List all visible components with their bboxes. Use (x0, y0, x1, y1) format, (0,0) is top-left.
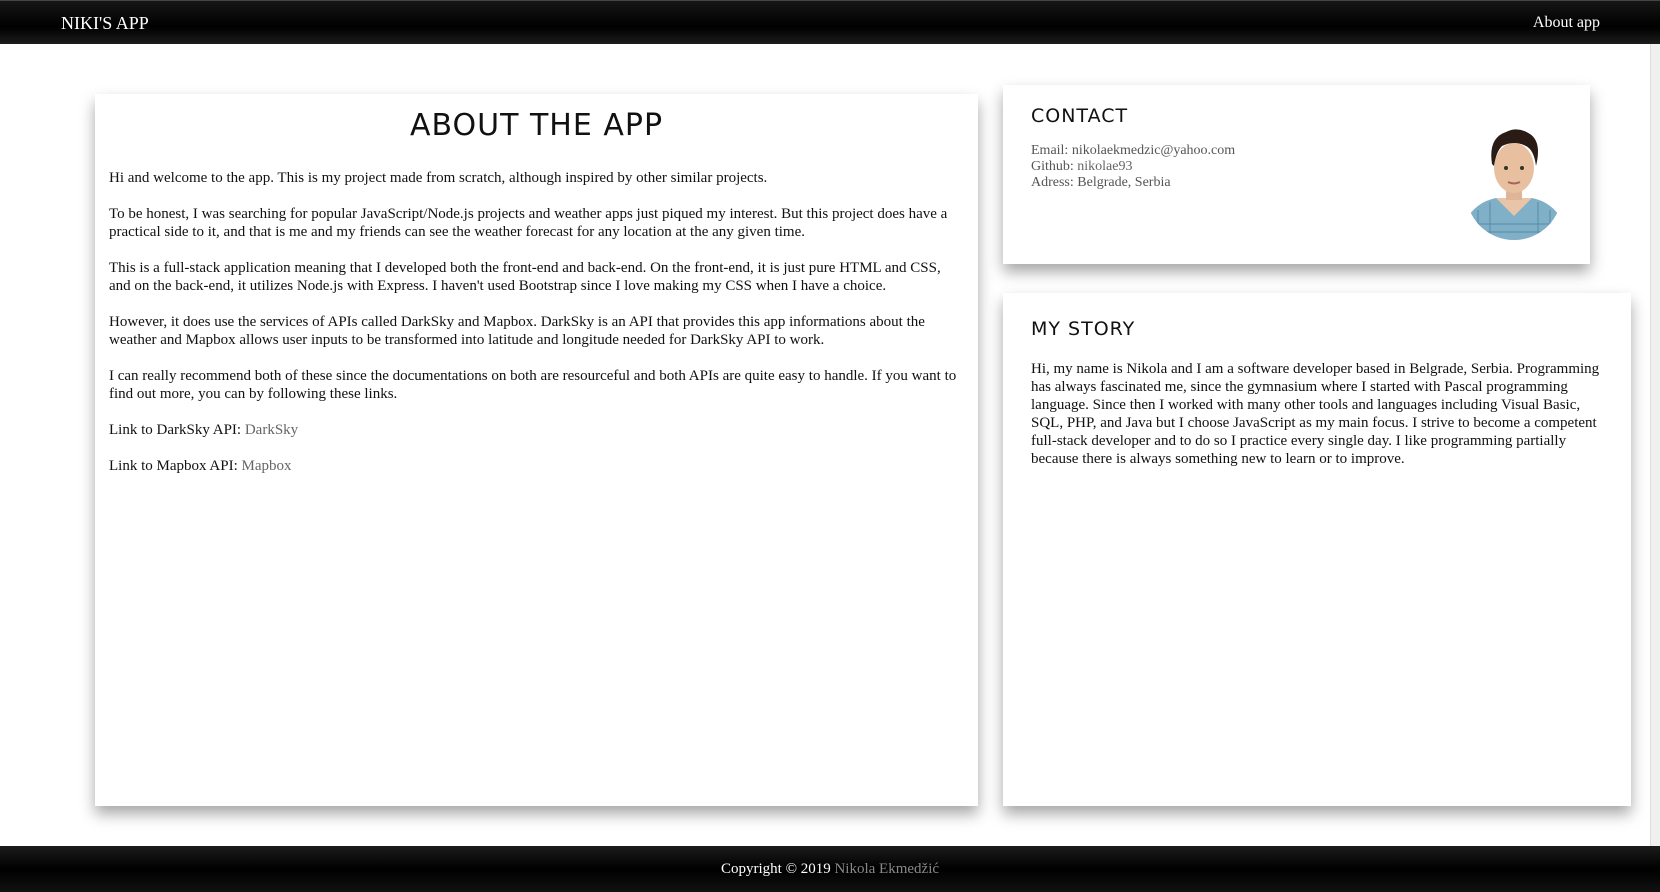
about-paragraph: I can really recommend both of these since the documentations on both are resourceful and both APIs are quite easy to handle. If you want to find out more, you can by following these links. (109, 368, 957, 402)
mapbox-line (109, 457, 964, 475)
footer-text (0, 861, 1660, 878)
footer (0, 846, 1660, 892)
contact-title: CONTACT (1031, 105, 1129, 127)
about-paragraph: However, it does use the services of APIs called DarkSky and Mapbox. DarkSky is an API that provides this app informations about the weather and Mapbox allows user inputs to be transformed into latitude and longitude needed for DarkSky API to work. (109, 314, 925, 348)
profile-photo (1466, 120, 1562, 240)
about-paragraph: This is a full-stack application meaning that I developed both the front-end and back-end. On the front-end, it is just pure HTML and CSS, and on the back-end, it utilizes Node.js with Express. I haven't used Bootstrap since I love making my CSS when I have a choice. (109, 260, 941, 294)
contact-address: Adress: Belgrade, Serbia (1031, 175, 1171, 190)
top-navbar (0, 0, 1660, 44)
darksky-label: Link to DarkSky API: (109, 422, 245, 438)
about-card (95, 94, 978, 806)
scrollbar[interactable] (1650, 44, 1660, 846)
copyright-text: Copyright © 2019 (720, 861, 835, 877)
about-title: ABOUT THE APP (409, 108, 664, 143)
nav-link-about[interactable]: About app (1532, 14, 1600, 31)
contact-card (1003, 85, 1590, 264)
about-paragraph: To be honest, I was searching for popular JavaScript/Node.js projects and weather apps just piqued my interest. But this project does have a practical side to it, and that is me and my friends can see the weather forecast for any location at the any given time. (109, 206, 948, 240)
story-text: Hi, my name is Nikola and I am a software developer based in Belgrade, Serbia. Programming has always fascinated me, since the gymnasium where I started with Pascal programming language. Since then I worked with many other tools and languages including Visual Basic, SQL, PHP, and Java but I choose JavaScript as my main focus. I strive to become a competent full-stack developer and to do so I practice every single day. I like programming partially because there is always something new to learn or to improve. (1031, 361, 1600, 467)
brand-logo[interactable]: NIKI'S APP (61, 13, 149, 33)
profile-photo-icon (1466, 120, 1562, 240)
author-name: Nikola Ekmedžić (834, 861, 940, 877)
github-label: Github: (1031, 159, 1078, 174)
story-title: MY STORY (1031, 318, 1136, 340)
darksky-link[interactable]: DarkSky (244, 422, 299, 438)
github-link[interactable]: nikolae93 (1077, 159, 1133, 174)
mapbox-label: Link to Mapbox API: (109, 458, 242, 474)
contact-email: Email: nikolaekmedzic@yahoo.com (1031, 143, 1236, 158)
darksky-line (109, 421, 964, 439)
mapbox-link[interactable]: Mapbox (241, 458, 292, 474)
about-paragraph: Hi and welcome to the app. This is my project made from scratch, although inspired by other similar projects. (109, 170, 768, 186)
story-card (1003, 293, 1631, 806)
